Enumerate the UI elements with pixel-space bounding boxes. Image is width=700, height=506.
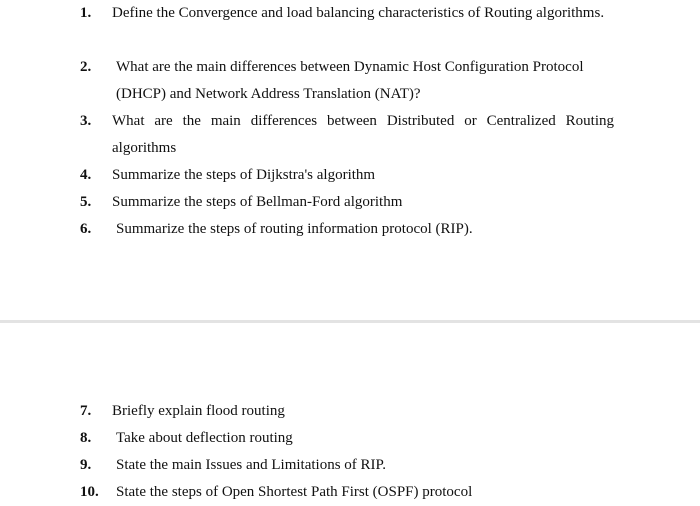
question-text: Define the Convergence and load balancing characteristics of Routing algorithms. [112,5,605,21]
page-divider [0,320,700,323]
question-number: 2. [80,59,92,75]
question-text: Briefly explain flood routing [112,403,285,419]
question-text: Summarize the steps of routing information protocol (RIP). [116,221,473,237]
question-number: 10. [80,484,99,500]
question-number: 4. [80,167,92,183]
question-number: 8. [80,430,92,446]
question-number: 6. [80,221,92,237]
question-text: Summarize the steps of Bellman-Ford algorithm [112,194,403,210]
question-text: Summarize the steps of Dijkstra's algorithm [112,167,376,183]
question-number: 3. [80,113,92,129]
question-number: 5. [80,194,92,210]
question-number: 1. [80,5,92,21]
question-text: What are the main differences between Dynamic Host Configuration Protocol (DHCP) and Network Address Translation (NAT)? [116,59,584,102]
question-number: 7. [80,403,92,419]
question-text: State the steps of Open Shortest Path First (OSPF) protocol [116,484,473,500]
question-text: State the main Issues and Limitations of RIP. [116,457,386,473]
question-text: Take about deflection routing [116,430,293,446]
question-number: 9. [80,457,92,473]
question-text: What are the main differences between Distributed or Centralized Routing algorithms [112,113,614,156]
